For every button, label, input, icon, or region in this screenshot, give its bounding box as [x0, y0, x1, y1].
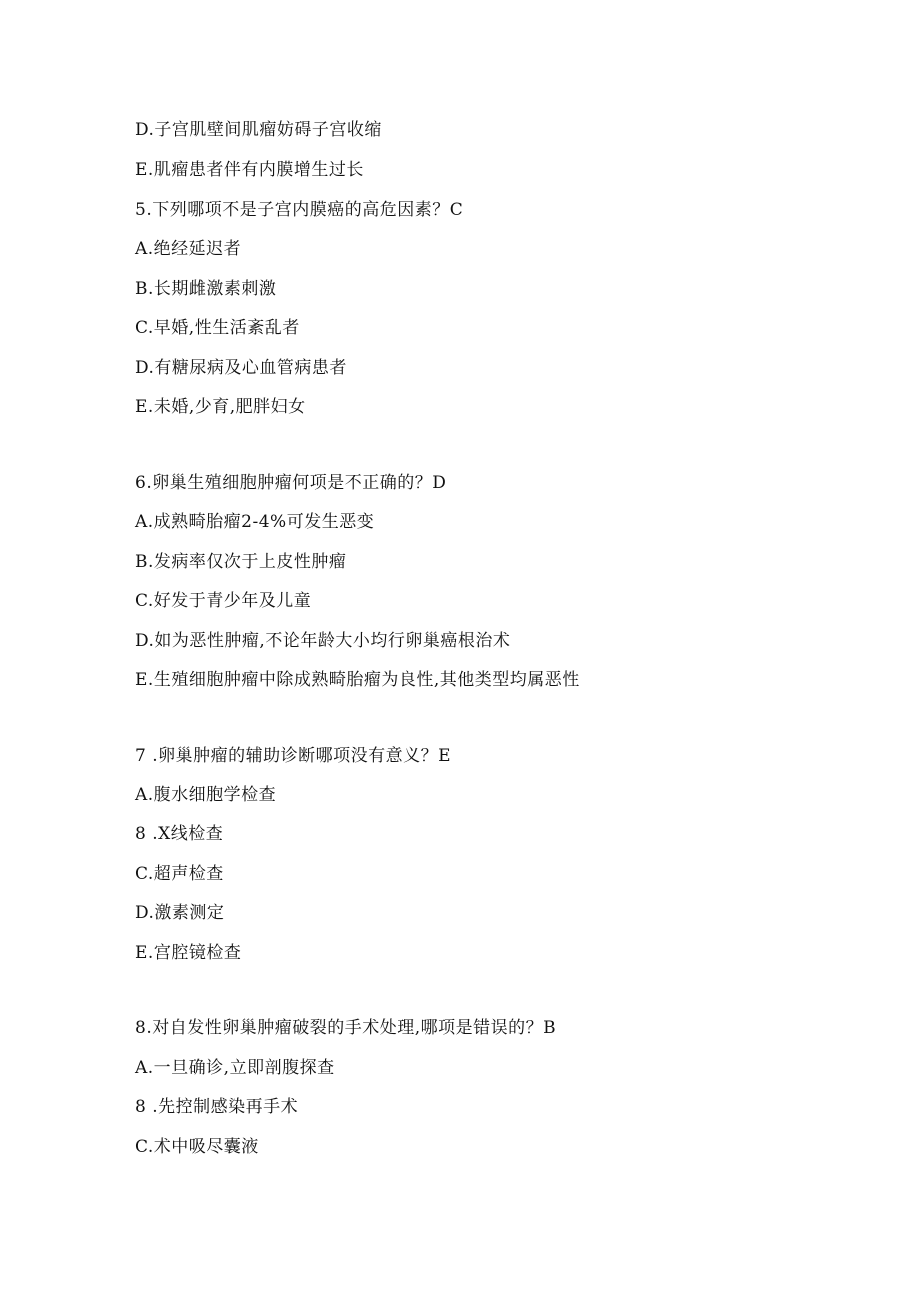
option-e-q4: E.肌瘤患者伴有内膜增生过长	[135, 160, 364, 180]
option-d-q4: D.子宫肌壁间肌瘤妨碍子宫收缩	[135, 120, 382, 140]
option-b-q8: 8 .先控制感染再手术	[135, 1097, 299, 1117]
option-c-q6: C.好发于青少年及儿童	[135, 591, 312, 611]
option-a-q6: A.成熟畸胎瘤2-4%可发生恶变	[135, 512, 375, 532]
option-c-q5: C.早婚,性生活紊乱者	[135, 318, 300, 338]
option-a-q7: A.腹水细胞学检查	[135, 785, 277, 805]
option-d-q5: D.有糖尿病及心血管病患者	[135, 358, 347, 378]
question-5: 5.下列哪项不是子宫内膜癌的高危因素？C	[135, 200, 464, 220]
option-b-q5: B.长期雌激素刺激	[135, 279, 277, 299]
question-8: 8.对自发性卵巢肿瘤破裂的手术处理,哪项是错误的？B	[135, 1018, 557, 1038]
option-e-q6: E.生殖细胞肿瘤中除成熟畸胎瘤为良性,其他类型均属恶性	[135, 670, 580, 690]
option-c-q8: C.术中吸尽囊液	[135, 1137, 259, 1157]
option-a-q8: A.一旦确诊,立即剖腹探查	[135, 1058, 335, 1078]
option-a-q5: A.绝经延迟者	[135, 239, 242, 259]
option-c-q7: C.超声检查	[135, 864, 224, 884]
question-6: 6.卵巢生殖细胞肿瘤何项是不正确的？D	[135, 473, 447, 493]
question-7: 7 .卵巢肿瘤的辅助诊断哪项没有意义？E	[135, 746, 452, 766]
option-d-q7: D.激素测定	[135, 903, 225, 923]
option-b-q6: B.发病率仅次于上皮性肿瘤	[135, 552, 347, 572]
option-b-q7: 8 .X线检查	[135, 824, 224, 844]
option-e-q7: E.宫腔镜检查	[135, 943, 242, 963]
option-d-q6: D.如为恶性肿瘤,不论年龄大小均行卵巢癌根治术	[135, 631, 511, 651]
option-e-q5: E.未婚,少育,肥胖妇女	[135, 397, 306, 417]
